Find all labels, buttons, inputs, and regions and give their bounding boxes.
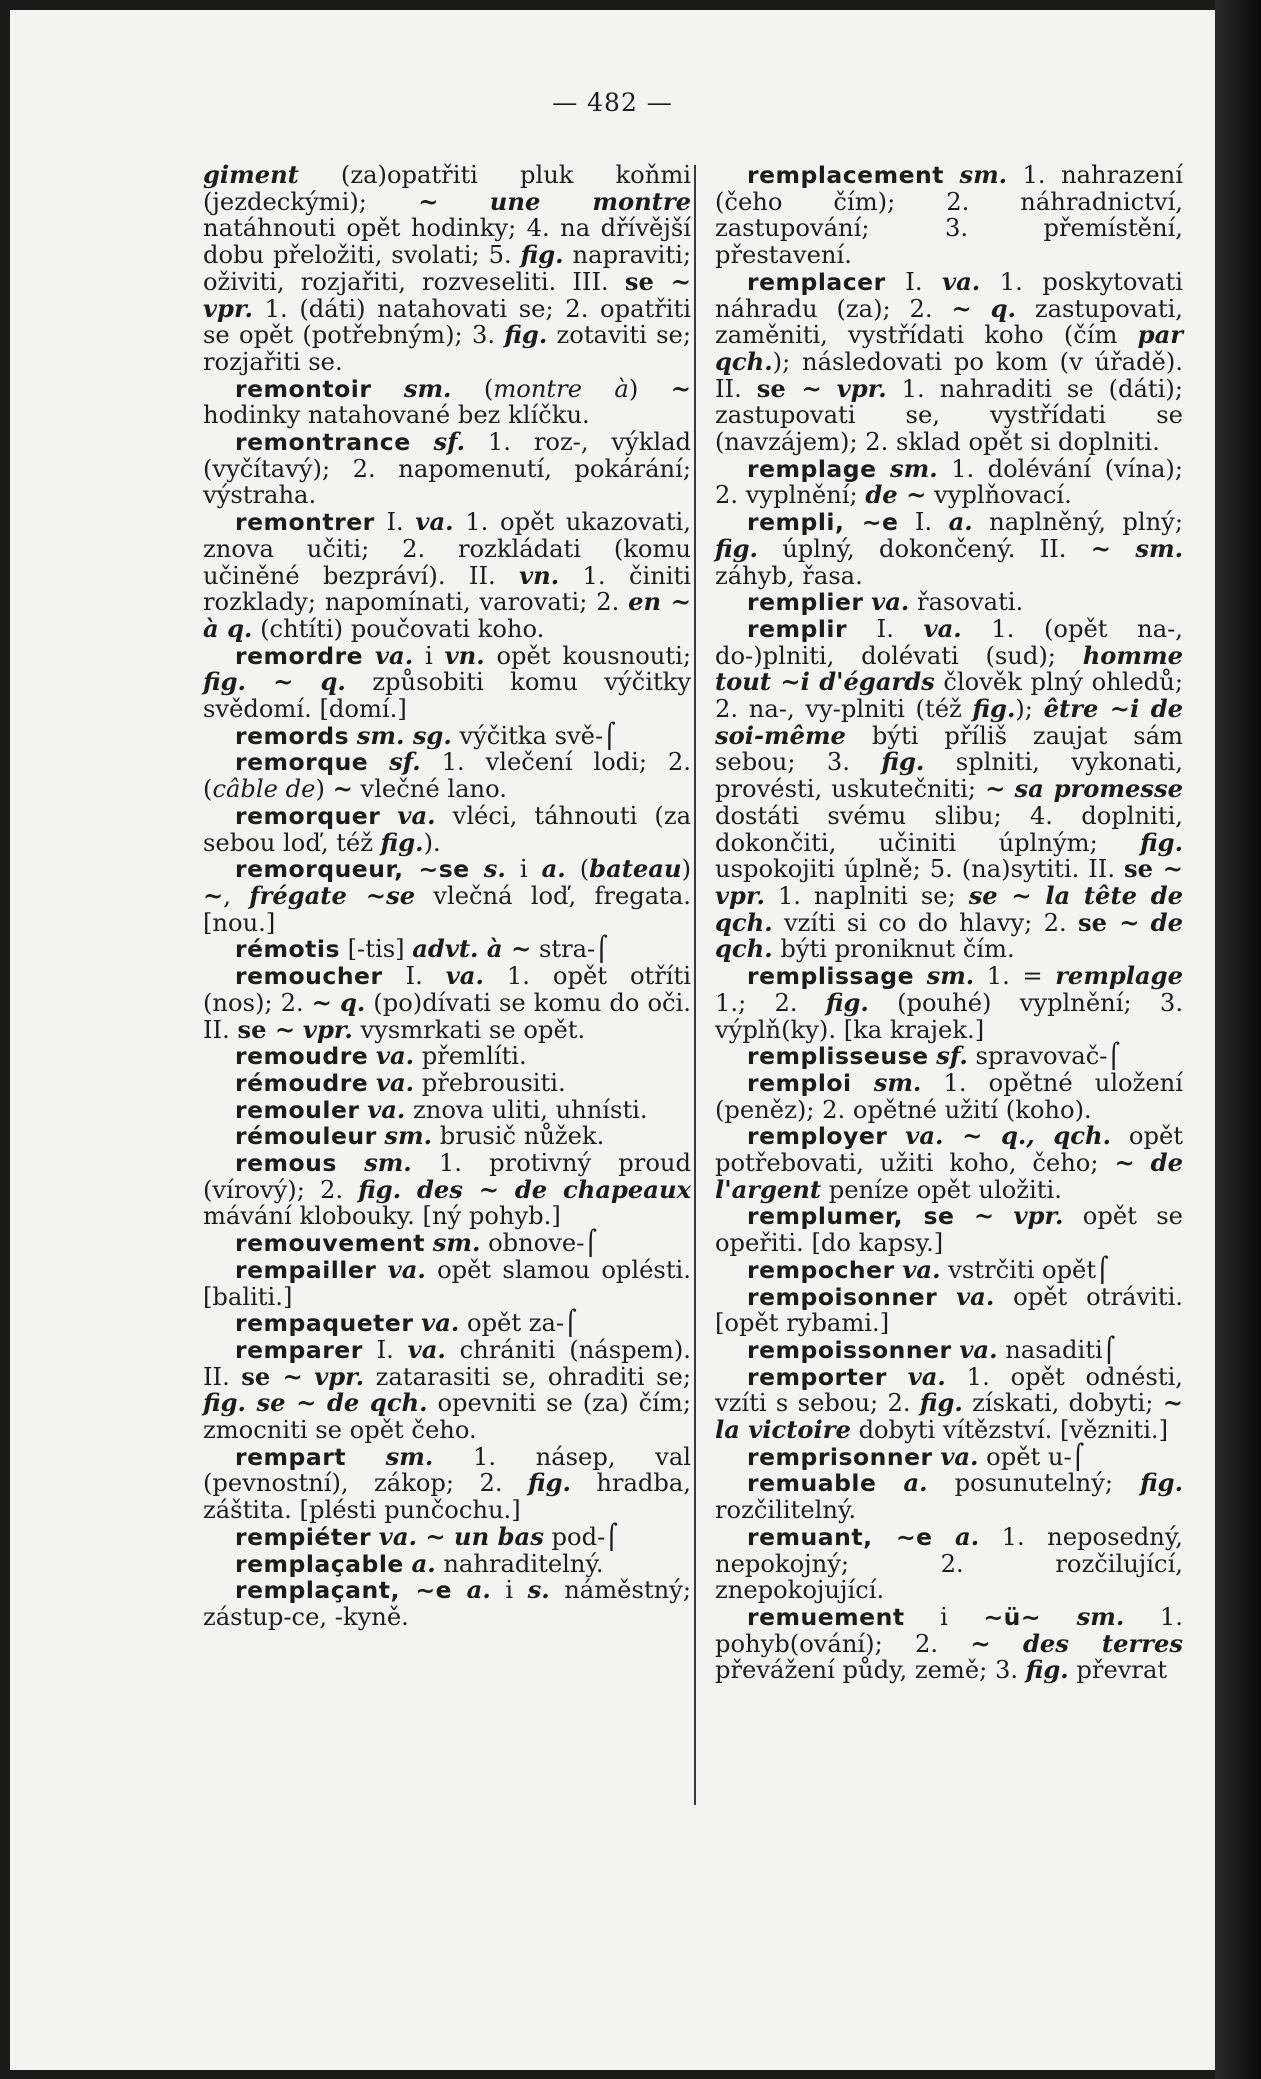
- dictionary-entry: remouvement sm. obnove-⌠: [235, 1228, 598, 1258]
- dictionary-entry: remuement i ~ü~ sm. 1. pohyb(ování); 2. ~ des terres převážení půdy, země; 3. fig. převrat: [715, 1601, 1183, 1685]
- dictionary-entry: remplumer, se ~ vpr. opět se opeřiti. [do kapsy.]: [715, 1201, 1183, 1258]
- dictionary-entry: remoucher I. va. 1. opět otříti (nos); 2. ~ q. (po)dívati se komu do oči. II. se ~ vpr. vysmrkati se opět.: [203, 961, 691, 1044]
- dictionary-entry: remplaçant, ~e a. i s. náměstný; zástup-ce, -kyně.: [203, 1575, 691, 1631]
- dictionary-entry: rémouleur sm. brusič nůžek.: [235, 1121, 605, 1151]
- dictionary-entry: remouler va. znova uliti, uhnísti.: [235, 1094, 648, 1124]
- dictionary-entry: remords sm. sg. výčitka svě-⌠: [235, 720, 616, 750]
- page-number: — 482 —: [552, 88, 673, 117]
- dictionary-entry: remontrer I. va. 1. opět ukazovati, znova učiti; 2. rozkládati (komu učiněné bezpráví). II. vn. 1. činiti rozklady; napomínati, varovati; 2. en ~ à q. (chtíti) poučovati koho.: [203, 507, 691, 643]
- dictionary-entry: remoudre va. přemlíti.: [235, 1041, 527, 1071]
- dictionary-entry: remploi sm. 1. opětné uložení (peněz); 2. opětné užití (koho).: [715, 1067, 1183, 1124]
- dictionary-entry: rémotis [-tis] advt. à ~ stra-⌠: [235, 934, 608, 964]
- dictionary-entry: remordre va. i vn. opět kousnouti; fig. ~ q. způsobiti komu výčitky svědomí. [domí.]: [203, 640, 691, 724]
- dictionary-entry: remplage sm. 1. dolévání (vína); 2. vyplnění; de ~ vyplňovací.: [715, 453, 1183, 510]
- dictionary-entry: remplir I. va. 1. (opět na-, do-)plniti, dolévati (sud); homme tout ~i d'égards člověk plný ohledů; 2. na-, vy-plniti (též fig.); être ~i de soi-même býti příliš zaujat sám sebou; 3. fig. splniti, vykonati, provésti, uskutečniti; ~ sa promesse dostáti svému slibu; 4. doplniti, dokončiti, učiniti úplným; fig. uspokojiti úplně; 5. (na)sytiti. II. se ~ vpr. 1. naplniti se; se ~ la tête de qch. vzíti si co do hlavy; 2. se ~ de qch. býti proniknut čím.: [715, 613, 1183, 964]
- dictionary-entry: rempaqueter va. opět za-⌠: [235, 1308, 577, 1338]
- dictionary-entry: rémoudre va. přebrousiti.: [235, 1067, 566, 1097]
- dictionary-entry: rempoisonner va. opět otráviti. [opět rybami.]: [715, 1281, 1183, 1338]
- dictionary-entry: remous sm. 1. protivný proud (vírový); 2. fig. des ~ de chapeaux mávání klobouky. [ný pohyb.]: [203, 1148, 691, 1231]
- dictionary-entry: remontrance sf. 1. roz-, výklad (vyčítavý); 2. napomenutí, pokárání; výstraha.: [203, 427, 691, 510]
- page-edge-shadow: [1215, 0, 1261, 2079]
- dictionary-entry: remplissage sm. 1. = remplage 1.; 2. fig. (pouhé) vyplnění; 3. výplň(ky). [ka krajek.]: [715, 961, 1184, 1044]
- dictionary-entry: rempoissonner va. nasaditi⌠: [747, 1334, 1116, 1364]
- dictionary-entry: rempiéter va. ~ un bas pod-⌠: [235, 1521, 618, 1551]
- dictionary-entry: rempocher va. vstrčiti opět⌠: [747, 1254, 1109, 1284]
- dictionary-entry: remplier va. řasovati.: [747, 587, 1024, 617]
- dictionary-entry: remorque sf. 1. vlečení lodi; 2. (câble de) ~ vlečné lano.: [203, 747, 691, 804]
- dictionary-entry: remplacement sm. 1. nahrazení (čeho čím); 2. náhradnictví, zastupování; 3. přemístění, přestavení.: [715, 160, 1183, 270]
- dictionary-entry: rempailler va. opět slamou oplésti. [baliti.]: [203, 1254, 691, 1311]
- dictionary-entry: remplisseuse sf. spravovač-⌠: [747, 1041, 1121, 1071]
- dictionary-entry: remuant, ~e a. 1. neposedný, nepokojný; 2. rozčilující, znepokojující.: [715, 1521, 1183, 1605]
- entry-continuation: giment (za)opatřiti pluk koňmi (jezdeckými); ~ une montre natáhnouti opět hodinky; 4. na dřívější dobu přeložiti, svolati; 5. fig. napraviti; oživiti, rozjařiti, rozveseliti. III. se ~ vpr. 1. (dáti) natahovati se; 2. opatřiti se opět (potřebným); 3. fig. zotaviti se; rozjařiti se.: [203, 160, 691, 376]
- dictionary-entry: remployer va. ~ q., qch. opět potřebovati, užiti koho, čeho; ~ de l'argent peníze opět uložiti.: [715, 1121, 1183, 1204]
- dictionary-entry: remontoir sm. (montre à) ~ hodinky natahované bez klíčku.: [203, 373, 691, 430]
- right-column: [715, 162, 1183, 1684]
- dictionary-entry: remplacer I. va. 1. poskytovati náhradu (za); 2. ~ q. zastupovati, zaměniti, vystřídati koho (čím par qch.); následovati po kom (v úřadě). II. se ~ vpr. 1. nahraditi se (dáti); zastupovati se, vystřídati se (navzájem); 2. sklad opět si doplniti.: [715, 266, 1183, 457]
- left-column: [203, 162, 691, 1631]
- dictionary-entry: rempart sm. 1. násep, val (pevnostní), zákop; 2. fig. hradba, záštita. [plésti punčochu.]: [203, 1441, 691, 1525]
- dictionary-entry: remorqueur, ~se s. i a. (bateau) ~, frégate ~se vlečná loď, fregata. [nou.]: [203, 854, 691, 937]
- column-divider: [694, 165, 696, 1805]
- dictionary-entry: remorquer va. vléci, táhnouti (za sebou loď, též fig.).: [203, 800, 691, 857]
- dictionary-entry: remuable a. posunutelný; fig. rozčilitelný.: [715, 1468, 1183, 1525]
- dictionary-page: [10, 10, 1215, 2070]
- dictionary-entry: remplaçable a. nahraditelný.: [235, 1548, 604, 1578]
- dictionary-entry: remparer I. va. chrániti (náspem). II. se ~ vpr. zatarasiti se, ohraditi se; fig. se ~ de qch. opevniti se (za) čím; zmocniti se opět čeho.: [203, 1334, 691, 1445]
- dictionary-entry: remporter va. 1. opět odnésti, vzíti s sebou; 2. fig. získati, dobyti; ~ la victoire dobyti vítězství. [vězniti.]: [715, 1361, 1184, 1445]
- dictionary-entry: remprisonner va. opět u-⌠: [747, 1441, 1085, 1471]
- dictionary-entry: rempli, ~e I. a. naplněný, plný; fig. úplný, dokončený. II. ~ sm. záhyb, řasa.: [715, 507, 1183, 590]
